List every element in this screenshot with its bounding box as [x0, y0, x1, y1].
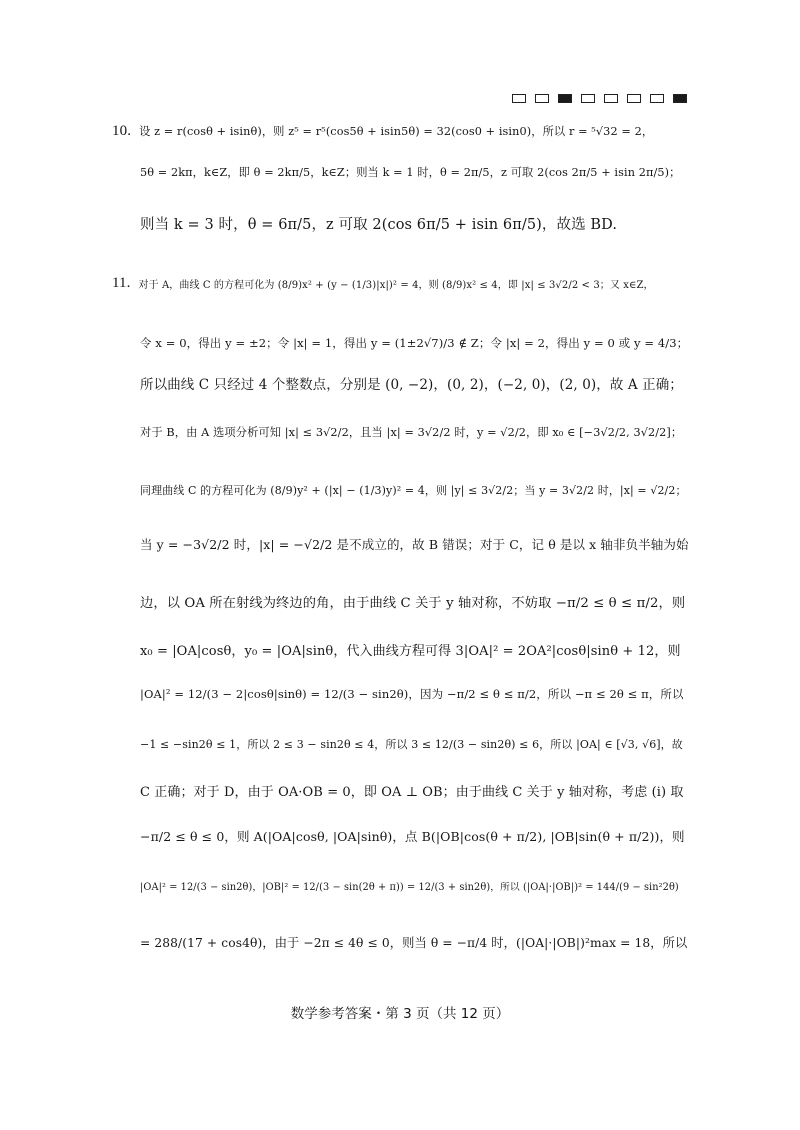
q11-text: 所以曲线 C 只经过 4 个整数点，分别是 (0, −2)，(0, 2)，(−2, 0)，(2, 0)，故 A 正确；: [140, 377, 683, 393]
q11-text: 边，以 OA 所在射线为终边的角，由于曲线 C 关于 y 轴对称，不妨取 −π/2 ≤ θ ≤ π/2，则: [140, 595, 686, 611]
q10-text: 设 z = r(cosθ + isinθ)，则 z⁵ = r⁵(cos5θ + isin5θ) = 32(cos0 + isin0)，所以 r = ⁵√32 = 2，: [139, 125, 654, 138]
q11-text: 同理曲线 C 的方程可化为 (8/9)y² + (|x| − (1/3)y)² = 4，则 |y| ≤ 3√2/2；当 y = 3√2/2 时，|x| = √2/2；: [140, 484, 687, 497]
q11-text: C 正确；对于 D，由于 OA·OB = 0，即 OA ⊥ OB；由于曲线 C 关于 y 轴对称，考虑 (ⅰ) 取: [140, 784, 684, 800]
q11-line-3: [140, 363, 690, 403]
page-footer: 数学参考答案・第 3 页（共 12 页）: [290, 1006, 510, 1022]
q11-text: |OA|² = 12/(3 − 2|cosθ|sinθ) = 12/(3 − sin2θ)，因为 −π/2 ≤ θ ≤ π/2，所以 −π ≤ 2θ ≤ π，所以: [140, 687, 684, 701]
q11-text: = 288/(17 + cos4θ)，由于 −2π ≤ 4θ ≤ 0，则当 θ = −π/4 时，(|OA|·|OB|)²max = 18，所以: [140, 936, 688, 950]
q11-line-14: [140, 922, 690, 962]
q11-line-6: [140, 524, 690, 564]
q11-text: |OA|² = 12/(3 − sin2θ)，|OB|² = 12/(3 − sin(2θ + π)) = 12/(3 + sin2θ)，所以 (|OA|·|OB|)² = 144/(9 − sin²2θ): [140, 882, 679, 893]
marker-square: [581, 94, 595, 103]
q11-number: 11.: [112, 274, 131, 291]
q11-line-5: [140, 470, 690, 510]
q11-line-8: [140, 629, 690, 669]
q11-text: 令 x = 0，得出 y = ±2；令 |x| = 1，得出 y = (1±2√7)/3 ∉ Z；令 |x| = 2，得出 y = 0 或 y = 4/3；: [140, 336, 689, 350]
q11-line-7: [140, 581, 690, 621]
marker-square: [650, 94, 664, 103]
q10-line-1: [112, 111, 662, 151]
marker-square: [627, 94, 641, 103]
q11-line-4: [140, 412, 690, 452]
q11-line-9: [140, 674, 690, 714]
q11-line-11: [140, 770, 690, 810]
q11-line-1: [112, 263, 662, 303]
q10-line-3: [140, 203, 690, 243]
marker-square: [604, 94, 618, 103]
q11-line-2: [140, 323, 690, 363]
q10-text: 则当 k = 3 时，θ = 6π/5，z 可取 2(cos 6π/5 + isin 6π/5)，故选 BD.: [140, 216, 618, 233]
q11-line-12: [140, 816, 690, 856]
q10-text: 5θ = 2kπ，k∈Z，即 θ = 2kπ/5，k∈Z；则当 k = 1 时，θ = 2π/5，z 可取 2(cos 2π/5 + isin 2π/5)；: [140, 166, 681, 179]
marker-square: [535, 94, 549, 103]
marker-square-filled: [673, 94, 687, 103]
q10-line-2: [140, 152, 690, 192]
q11-text: 当 y = −3√2/2 时，|x| = −√2/2 是不成立的，故 B 错误；对于 C，记 θ 是以 x 轴非负半轴为始: [140, 537, 689, 552]
q11-line-13: [140, 866, 690, 906]
marker-square: [512, 94, 526, 103]
q11-text: 对于 A，曲线 C 的方程可化为 (8/9)x² + (y − (1/3)|x|)² = 4，则 (8/9)x² ≤ 4，即 |x| ≤ 3√2/2 < 3；又 x∈Z，: [138, 279, 654, 291]
q11-text: x₀ = |OA|cosθ，y₀ = |OA|sinθ，代入曲线方程可得 3|OA|² = 2OA²|cosθ|sinθ + 12，则: [140, 643, 681, 659]
q10-number: 10.: [112, 122, 132, 139]
page-marker-squares: [512, 94, 687, 103]
q11-text: 对于 B，由 A 选项分析可知 |x| ≤ 3√2/2，且当 |x| = 3√2/2 时，y = √2/2，即 x₀ ∈ [−3√2/2, 3√2/2]；: [140, 426, 683, 439]
q11-text: −1 ≤ −sin2θ ≤ 1，所以 2 ≤ 3 − sin2θ ≤ 4，所以 3 ≤ 12/(3 − sin2θ) ≤ 6，所以 |OA| ∈ [√3, √6]，故: [140, 738, 683, 751]
q11-text: −π/2 ≤ θ ≤ 0，则 A(|OA|cosθ, |OA|sinθ)，点 B(|OB|cos(θ + π/2), |OB|sin(θ + π/2))，则: [140, 829, 685, 844]
marker-square-filled: [558, 94, 572, 103]
q11-line-10: [140, 724, 690, 764]
